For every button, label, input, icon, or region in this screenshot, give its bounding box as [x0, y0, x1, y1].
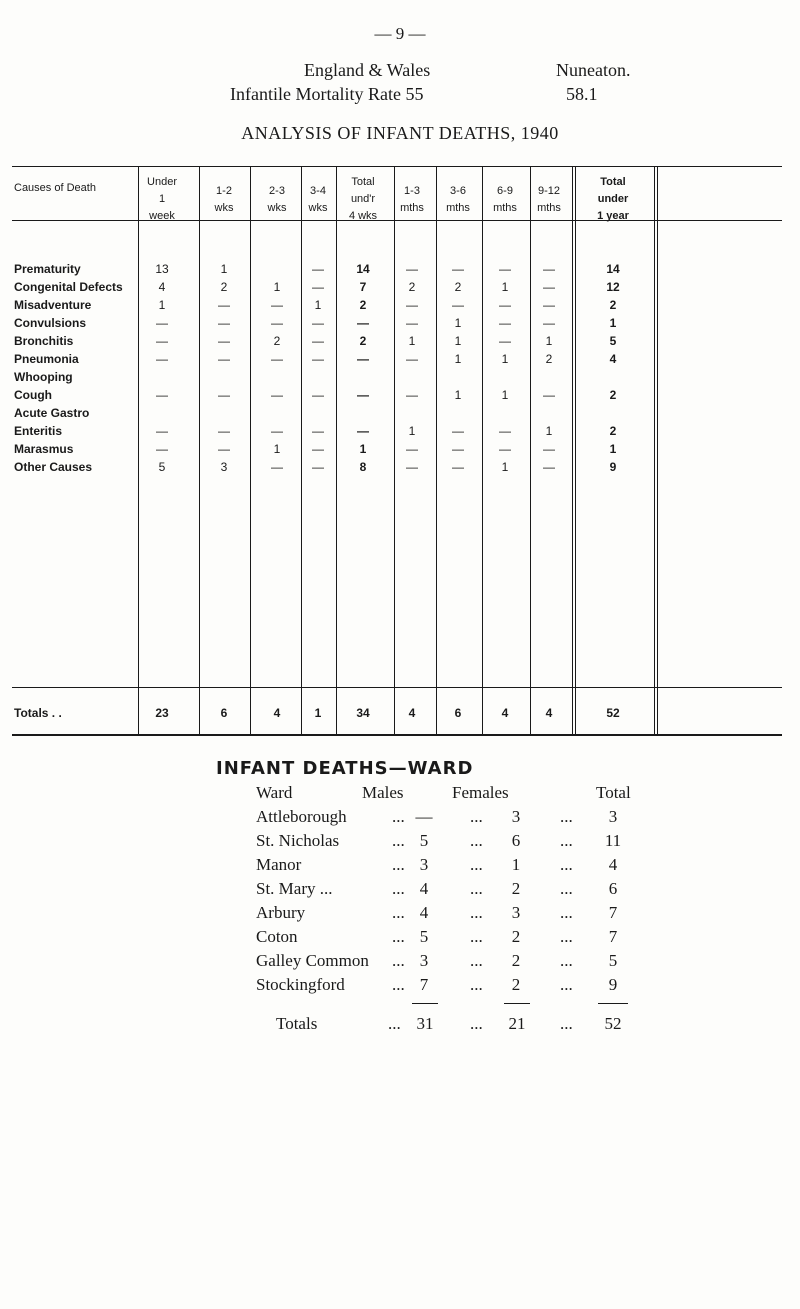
ward-total: 4 [608, 855, 618, 874]
table-cell: — [312, 352, 324, 366]
table-cell: — [543, 316, 555, 330]
table-cell: 1 [273, 280, 281, 294]
table-cell: 1 [359, 442, 367, 456]
column-header-9: 9-12 [537, 184, 561, 197]
table-cell: — [357, 388, 369, 402]
column-header-8: 6-9 [497, 184, 513, 197]
table-cell: — [312, 442, 324, 456]
leader-dots: ... [392, 975, 405, 994]
cause-label: Bronchitis [14, 334, 74, 348]
ward-header: Ward [256, 783, 293, 802]
infantile-mortality-rate-label: Infantile Mortality Rate 55 [230, 84, 424, 104]
table-cell: — [271, 352, 283, 366]
table-cell: 1 [454, 316, 462, 330]
leader-dots: ... [560, 927, 573, 946]
ward-name: Arbury [256, 903, 306, 922]
table-cell: 1 [501, 280, 509, 294]
table-cell: — [357, 316, 369, 330]
table-cell: — [312, 460, 324, 474]
ward-table-title: INFANT DEATHS—WARD [216, 758, 474, 779]
table-cell: 1 [220, 262, 228, 276]
table-cell: 1 [609, 316, 617, 330]
ward-males: 3 [419, 855, 429, 874]
table-cell: — [406, 316, 418, 330]
table-cell: — [406, 442, 418, 456]
table-cell: — [156, 352, 168, 366]
table-cell: — [543, 460, 555, 474]
table-cell: 1 [501, 352, 509, 366]
column-header-10: under [597, 193, 629, 205]
cause-label: Enteritis [14, 424, 63, 438]
table-cell: — [357, 424, 369, 438]
table-cell: 2 [545, 352, 553, 366]
table-column-rule [575, 166, 576, 734]
ward-males: 5 [419, 927, 429, 946]
leader-dots: ... [470, 1014, 483, 1033]
table-cell: — [156, 424, 168, 438]
total-rule [504, 1003, 530, 1004]
ward-females: 6 [511, 831, 521, 850]
table-cell: — [156, 388, 168, 402]
leader-dots: ... [392, 831, 405, 850]
ward-total: 11 [604, 831, 622, 850]
table-column-rule [250, 166, 251, 734]
table-cell: — [543, 442, 555, 456]
leader-dots: ... [470, 807, 483, 826]
table-cell: — [271, 316, 283, 330]
ward-total: 3 [608, 807, 618, 826]
total-rule [412, 1003, 438, 1004]
header-causes-of-death: Causes of Death [14, 182, 96, 194]
table-cell: — [312, 316, 324, 330]
ward-males: 3 [419, 951, 429, 970]
totals-cell: 6 [220, 706, 228, 720]
totals-cell: 23 [155, 706, 169, 720]
ward-females: 2 [511, 951, 521, 970]
table-cell: — [499, 298, 511, 312]
column-header-7: mths [446, 201, 470, 214]
cause-label: Prematurity [14, 262, 81, 276]
ward-females: 3 [511, 903, 521, 922]
table-cell: — [543, 388, 555, 402]
table-top-rule [12, 166, 782, 167]
cause-label: Misadventure [14, 298, 92, 312]
table-cell: — [452, 424, 464, 438]
table-cell: — [499, 316, 511, 330]
table-cell: — [218, 298, 230, 312]
table-cell: — [218, 352, 230, 366]
leader-dots: ... [392, 855, 405, 874]
table-cell: — [218, 334, 230, 348]
totals-label: Totals . . [14, 706, 62, 720]
table-cell: 1 [158, 298, 166, 312]
table-cell: — [218, 442, 230, 456]
table-cell: 1 [501, 460, 509, 474]
column-header-5: Total [351, 176, 375, 188]
table-cell: 7 [359, 280, 367, 294]
table-column-rule [199, 166, 200, 734]
table-cell: 1 [454, 352, 462, 366]
ward-name: St. Nicholas [256, 831, 340, 850]
table-cell: — [312, 388, 324, 402]
table-cell: — [406, 388, 418, 402]
table-cell: — [543, 298, 555, 312]
cause-label: Convulsions [14, 316, 87, 330]
table-cell: — [543, 280, 555, 294]
table-column-rule [482, 166, 483, 734]
column-header-1: 1 [158, 193, 166, 205]
column-header-1: week [149, 210, 175, 222]
column-header-4: wks [308, 201, 328, 214]
leader-dots: ... [560, 855, 573, 874]
ward-females: 2 [511, 927, 521, 946]
table-cell: — [156, 316, 168, 330]
table-cell: — [499, 334, 511, 348]
ward-name: Manor [256, 855, 302, 874]
table-cell: 1 [501, 388, 509, 402]
table-cell: — [271, 460, 283, 474]
table-cell: 1 [408, 424, 416, 438]
ward-name: Stockingford [256, 975, 345, 994]
leader-dots: ... [470, 951, 483, 970]
ward-males: 7 [419, 975, 429, 994]
leader-dots: ... [388, 1014, 401, 1033]
totals-cell: 4 [545, 706, 553, 720]
cause-label: Acute Gastro [14, 406, 90, 420]
column-header-6: 1-3 [404, 184, 420, 197]
table-totals-rule [12, 687, 782, 688]
table-cell: 14 [356, 262, 370, 276]
table-header-rule [12, 220, 782, 221]
totals-label: Totals [276, 1014, 318, 1033]
table-cell: — [271, 388, 283, 402]
cause-label: Other Causes [14, 460, 93, 474]
totals-cell: 4 [273, 706, 281, 720]
table-cell: — [499, 262, 511, 276]
column-header-2: wks [214, 201, 234, 214]
column-header-3: wks [267, 201, 287, 214]
table-cell: 3 [220, 460, 228, 474]
leader-dots: ... [560, 1014, 573, 1033]
table-cell: — [406, 298, 418, 312]
table-cell: 1 [545, 424, 553, 438]
table-cell: 2 [220, 280, 228, 294]
column-header-2: 1-2 [216, 184, 232, 197]
totals-cell: 34 [356, 706, 370, 720]
column-header-10: Total [600, 176, 626, 188]
totals-females: 21 [508, 1014, 526, 1033]
england-wales-label: England & Wales [304, 60, 431, 80]
leader-dots: ... [560, 975, 573, 994]
ward-total: 7 [608, 927, 618, 946]
ward-males: 4 [419, 903, 429, 922]
totals-cell: 4 [408, 706, 416, 720]
table-column-rule [572, 166, 573, 734]
table-cell: — [452, 460, 464, 474]
totals-cell: 6 [454, 706, 462, 720]
column-header-9: mths [537, 201, 561, 214]
table-cell: — [452, 298, 464, 312]
ward-total: 6 [608, 879, 618, 898]
table-cell: 12 [606, 280, 620, 294]
table-cell: 8 [359, 460, 367, 474]
table-cell: — [156, 334, 168, 348]
leader-dots: ... [392, 903, 405, 922]
ward-name: Attleborough [256, 807, 347, 826]
leader-dots: ... [470, 927, 483, 946]
table-cell: 2 [454, 280, 462, 294]
cause-label: Cough [14, 388, 52, 402]
table-cell: 5 [609, 334, 617, 348]
ward-total: 9 [608, 975, 618, 994]
nuneaton-rate-value: 58.1 [566, 84, 598, 104]
leader-dots: ... [470, 831, 483, 850]
page-number: — 9 — [374, 24, 426, 43]
table-cell: 5 [158, 460, 166, 474]
totals-cell: 52 [606, 706, 620, 720]
table-cell: 1 [273, 442, 281, 456]
table-column-rule [657, 166, 658, 734]
table-cell: — [271, 424, 283, 438]
table-cell: 2 [273, 334, 281, 348]
table-cell: 2 [359, 298, 367, 312]
column-header-5: 4 wks [348, 210, 378, 222]
column-header-8: mths [493, 201, 517, 214]
table-cell: — [452, 442, 464, 456]
table-cell: — [543, 262, 555, 276]
table-cell: 9 [609, 460, 617, 474]
table-column-rule [138, 166, 139, 734]
ward-females: 1 [511, 855, 521, 874]
ward-total: 7 [608, 903, 618, 922]
total-rule [598, 1003, 628, 1004]
ward-females: 2 [511, 879, 521, 898]
ward-males: 5 [419, 831, 429, 850]
cause-label: Congenital Defects [14, 280, 123, 294]
totals-males: 31 [416, 1014, 434, 1033]
table-cell: — [312, 334, 324, 348]
column-header-7: 3-6 [450, 184, 466, 197]
table-cell: 2 [609, 424, 617, 438]
leader-dots: ... [392, 951, 405, 970]
ward-name: Coton [256, 927, 298, 946]
males-header: Males [362, 783, 404, 802]
leader-dots: ... [392, 879, 405, 898]
leader-dots: ... [392, 807, 405, 826]
column-header-6: mths [400, 201, 424, 214]
leader-dots: ... [560, 807, 573, 826]
table-cell: — [218, 316, 230, 330]
table-title: ANALYSIS OF INFANT DEATHS, 1940 [241, 123, 559, 143]
table-cell: — [312, 280, 324, 294]
table-cell: 2 [609, 298, 617, 312]
table-cell: — [499, 442, 511, 456]
table-cell: — [406, 262, 418, 276]
table-cell: 1 [454, 388, 462, 402]
table-cell: 1 [454, 334, 462, 348]
column-header-10: 1 year [597, 210, 629, 222]
table-cell: 2 [609, 388, 617, 402]
totals-cell: 4 [501, 706, 509, 720]
ward-males: — [415, 807, 433, 826]
table-cell: — [406, 460, 418, 474]
table-cell: 1 [609, 442, 617, 456]
ward-females: 2 [511, 975, 521, 994]
table-cell: — [452, 262, 464, 276]
table-cell: — [499, 424, 511, 438]
leader-dots: ... [470, 903, 483, 922]
column-header-4: 3-4 [310, 184, 326, 197]
leader-dots: ... [470, 975, 483, 994]
ward-name: St. Mary ... [256, 879, 333, 898]
ward-name: Galley Common [256, 951, 369, 970]
table-cell: — [312, 424, 324, 438]
table-cell: — [156, 442, 168, 456]
table-cell: 2 [359, 334, 367, 348]
totals-cell: 1 [314, 706, 322, 720]
table-cell: — [218, 388, 230, 402]
ward-females: 3 [511, 807, 521, 826]
table-cell: 13 [155, 262, 169, 276]
cause-label: Pneumonia [14, 352, 79, 366]
leader-dots: ... [470, 879, 483, 898]
cause-label: Whooping [14, 370, 73, 384]
leader-dots: ... [560, 879, 573, 898]
totals-total: 52 [604, 1014, 622, 1033]
table-cell: 1 [408, 334, 416, 348]
table-cell: 1 [545, 334, 553, 348]
table-cell: 1 [314, 298, 322, 312]
ward-total: 5 [608, 951, 618, 970]
leader-dots: ... [470, 855, 483, 874]
table-cell: 4 [158, 280, 166, 294]
table-column-rule [436, 166, 437, 734]
table-cell: — [357, 352, 369, 366]
females-header: Females [452, 783, 509, 802]
table-bottom-rule [12, 734, 782, 736]
table-cell: 14 [606, 262, 620, 276]
table-cell: — [406, 352, 418, 366]
leader-dots: ... [560, 951, 573, 970]
table-cell: — [271, 298, 283, 312]
leader-dots: ... [560, 903, 573, 922]
table-cell: — [218, 424, 230, 438]
column-header-3: 2-3 [269, 184, 285, 197]
column-header-5: und'r [350, 193, 376, 205]
leader-dots: ... [392, 927, 405, 946]
table-cell: 4 [609, 352, 617, 366]
table-cell: — [312, 262, 324, 276]
nuneaton-label: Nuneaton. [556, 60, 631, 80]
table-column-rule [654, 166, 655, 734]
table-cell: 2 [408, 280, 416, 294]
ward-males: 4 [419, 879, 429, 898]
cause-label: Marasmus [14, 442, 74, 456]
column-header-1: Under [147, 176, 177, 188]
total-header: Total [596, 783, 631, 802]
leader-dots: ... [560, 831, 573, 850]
